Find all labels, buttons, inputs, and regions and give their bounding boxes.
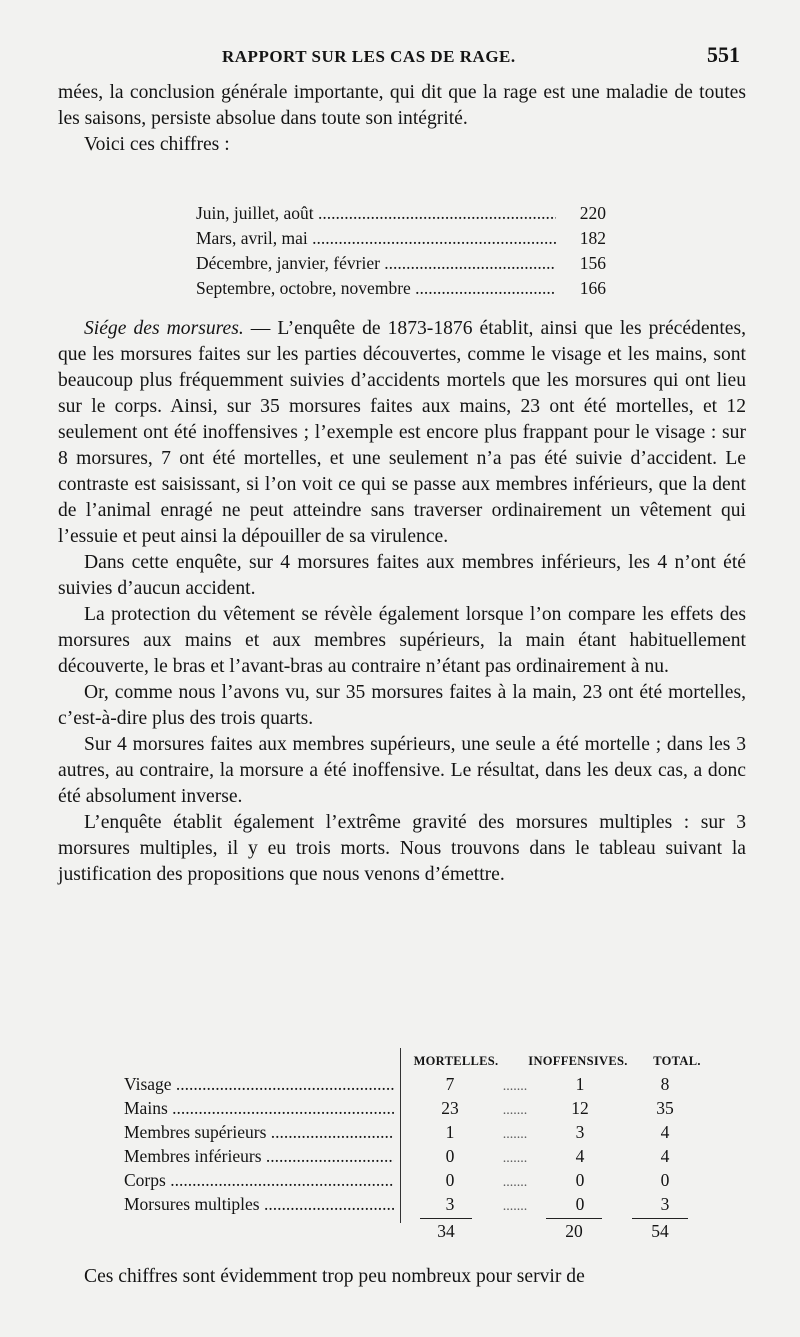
section-heading: Siége des morsures. <box>84 318 244 339</box>
running-header <box>222 42 740 68</box>
table-row: Corps ..... 0 ....... 0 0 <box>124 1170 724 1194</box>
continuation-paragraph: mées, la conclusion générale importante, qui dit que la rage est une maladie de toutes les saisons, persiste absolue dans toute son intégrité. <box>58 82 746 129</box>
cell-inoffensives: 0 <box>575 1194 585 1214</box>
cell-inoffensives: 1 <box>575 1074 585 1094</box>
season-row <box>196 228 606 253</box>
row-label: Visage ..... <box>124 1074 394 1095</box>
season-label: Décembre, janvier, février ..... <box>196 253 556 274</box>
season-row <box>196 253 606 278</box>
cell-mortelles: 0 <box>445 1170 455 1190</box>
cell-total: 35 <box>656 1098 674 1118</box>
voici-line: Voici ces chiffres : <box>84 134 230 155</box>
siege-text: — L’enquête de 1873-1876 établit, ainsi que les précédentes, que les morsures faites sur les parties découvertes, comme le visage et les mains, sont beaucoup plus fréquemment suivies d’accidents mortels que les morsures qui ont lieu sur le corps. Ainsi, sur 35 morsures faites aux mains, 23 ont été mortelles, et 12 seulement ont été inoffensives ; l’exemple est encore plus frappant pour le visage : sur 8 morsures, 7 ont été mortelles, et une seulement n’a pas été suivie d’accident. Le contraste est saisissant, si l’on voit ce qui se passe aux membres inférieurs, que la dent de l’animal enragé ne peut atteindre sans traverser ordinairement un vêtement qui l’essuie et peut ainsi la dépouiller de sa virulence. <box>58 318 746 547</box>
cell-inoffensives: 12 <box>571 1098 589 1118</box>
table-row: Mains ..... 23 ....... 12 35 <box>124 1098 724 1122</box>
cell-total: 4 <box>660 1146 670 1166</box>
running-title: RAPPORT SUR LES CAS DE RAGE. <box>222 47 516 66</box>
cell-total: 8 <box>660 1074 670 1094</box>
table-row: Morsures multiples ..... 3 ....... 0 3 <box>124 1194 724 1218</box>
header-total: TOTAL. <box>653 1054 701 1068</box>
cell-mortelles: 23 <box>441 1098 459 1118</box>
paragraph-protection: La protection du vêtement se révèle également lorsque l’on compare les effets des morsures aux mains et aux membres supérieurs, la main étant habituellement découverte, le bras et l’avant-bras au contraire n’étant pas ordinairement à nu. <box>58 604 746 677</box>
cell-mortelles: 0 <box>445 1146 455 1166</box>
cell-total: 0 <box>660 1170 670 1190</box>
cell-mortelles: 3 <box>445 1194 455 1214</box>
page-number: 551 <box>707 42 740 67</box>
cell-mortelles: 7 <box>445 1074 455 1094</box>
intro-text <box>58 80 746 158</box>
row-label: Membres inférieurs ..... <box>124 1146 394 1167</box>
cell-total: 4 <box>660 1122 670 1142</box>
cell-inoffensives: 0 <box>575 1170 585 1190</box>
season-value: 182 <box>579 228 606 248</box>
season-row <box>196 278 606 303</box>
table-divider <box>400 1048 401 1223</box>
paragraph-sur4: Sur 4 morsures faites aux membres supérieurs, une seule a été mortelle ; dans les 3 autres, au contraire, la morsure a été inoffensive. Le résultat, dans les deux cas, a donc été absolument inverse. <box>58 734 746 807</box>
header-inoffensives: INOFFENSIVES. <box>528 1054 628 1068</box>
total-mortelles: 34 <box>420 1218 472 1242</box>
season-label: Mars, avril, mai ..... <box>196 228 556 249</box>
row-label: Corps ..... <box>124 1170 394 1191</box>
cell-mortelles: 1 <box>445 1122 455 1142</box>
season-label: Juin, juillet, août ..... <box>196 203 556 224</box>
table-header <box>124 1054 724 1074</box>
paragraph-gravite: L’enquête établit également l’extrême gravité des morsures multiples : sur 3 morsures multiples, il y eu trois morts. Nous trouvons dans le tableau suivant la justification des propositions que nous venons d’émettre. <box>58 812 746 885</box>
cell-inoffensives: 4 <box>575 1146 585 1166</box>
table-row: Membres inférieurs ..... 0 ....... 4 4 <box>124 1146 724 1170</box>
row-label: Membres supérieurs ..... <box>124 1122 394 1143</box>
cell-inoffensives: 3 <box>575 1122 585 1142</box>
siege-paragraph <box>58 316 746 550</box>
season-value: 156 <box>579 253 606 273</box>
body-text <box>58 316 746 888</box>
table-row: Membres supérieurs ..... 1 ....... 3 4 <box>124 1122 724 1146</box>
total-total: 54 <box>632 1218 688 1242</box>
row-label: Morsures multiples ..... <box>124 1194 394 1215</box>
season-row <box>196 203 606 228</box>
cell-total: 3 <box>660 1194 670 1214</box>
table-row: Visage ..... 7 ....... 1 8 <box>124 1074 724 1098</box>
paragraph-or: Or, comme nous l’avons vu, sur 35 morsures faites à la main, 23 ont été mortelles, c’est-à-dire plus des trois quarts. <box>58 682 746 729</box>
final-text <box>58 1264 746 1290</box>
season-label: Septembre, octobre, novembre ..... <box>196 278 556 299</box>
table-totals-row <box>124 1218 724 1244</box>
header-mortelles: MORTELLES. <box>413 1054 499 1068</box>
season-table <box>196 203 606 303</box>
total-inoffensives: 20 <box>546 1218 602 1242</box>
season-value: 166 <box>579 278 606 298</box>
bites-table <box>124 1054 724 1244</box>
final-line: Ces chiffres sont évidemment trop peu nombreux pour servir de <box>84 1266 585 1287</box>
row-label: Mains ..... <box>124 1098 394 1119</box>
season-value: 220 <box>579 203 606 223</box>
paragraph-enquete: Dans cette enquête, sur 4 morsures faites aux membres inférieurs, les 4 n’ont été suivies d’aucun accident. <box>58 552 746 599</box>
